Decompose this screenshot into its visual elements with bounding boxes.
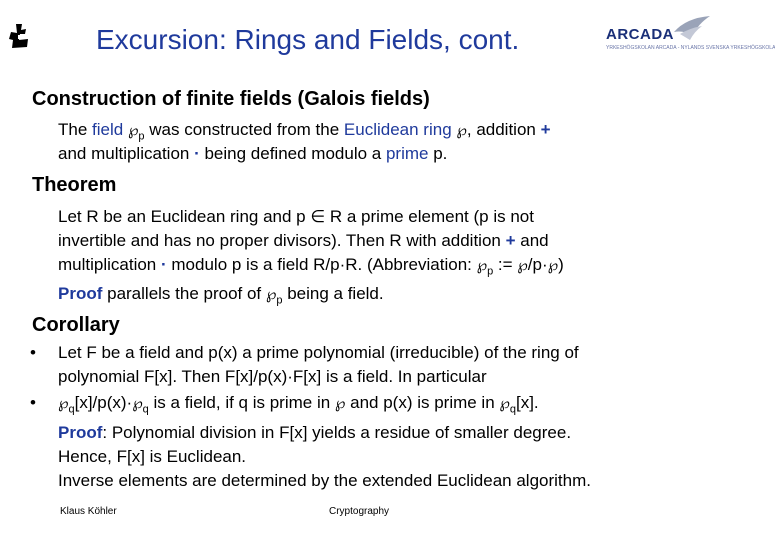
- bullet-marker: •: [30, 393, 36, 412]
- theorem-line-1: Let R be an Euclidean ring and p ∈ R a prime element (p is not: [58, 207, 534, 226]
- logo-tagline: YRKESHÖGSKOLAN ARCADA - NYLANDS SVENSKA YRKESHÖGSKOLA: [606, 45, 775, 51]
- wp-symbol-icon: ℘: [476, 257, 488, 274]
- wp-symbol-icon: ℘: [456, 122, 467, 139]
- corollary-bullet-1-line-1: Let F be a field and p(x) a prime polynomial (irreducible) of the ring of: [58, 343, 579, 362]
- wp-symbol-icon: ℘: [58, 395, 69, 412]
- left-logo-icon: [6, 22, 36, 50]
- wp-symbol-icon: ℘: [547, 257, 559, 274]
- wp-symbol-icon: ℘: [127, 122, 139, 139]
- section-heading-theorem: Theorem: [32, 174, 117, 196]
- construction-line-2: and multiplication · being defined modulo a prime p.: [58, 144, 448, 163]
- logo-wordmark: ARCADA: [606, 26, 674, 43]
- wp-symbol-icon: ℘: [334, 395, 346, 412]
- wp-symbol-icon: ℘: [132, 395, 143, 412]
- theorem-proof-line: Proof parallels the proof of $℘_p$ being a field.: [58, 284, 384, 307]
- corollary-bullet-1-line-2: polynomial F[x]. Then F[x]/p(x)·F[x] is a field. In particular: [58, 367, 487, 386]
- wp-symbol-icon: ℘: [517, 257, 528, 274]
- section-heading-construction: Construction of finite fields (Galois fields): [32, 88, 430, 110]
- theorem-line-2: invertible and has no proper divisors). Then R with addition + and: [58, 231, 549, 250]
- footer-topic: Cryptography: [329, 506, 390, 517]
- corollary-line-inverse: Inverse elements are determined by the extended Euclidean algorithm.: [58, 471, 591, 490]
- wp-symbol-icon: ℘: [265, 286, 277, 303]
- arcada-logo: [604, 14, 775, 56]
- corollary-line-euclidean: Hence, F[x] is Euclidean.: [58, 447, 247, 466]
- section-heading-corollary: Corollary: [32, 314, 120, 336]
- construction-line-1: The field $℘_p$ was constructed from the Euclidean ring ℘, addition +: [58, 120, 551, 143]
- proof-label: Proof: [58, 284, 103, 303]
- bullet-marker: •: [30, 343, 36, 362]
- theorem-line-3: multiplication · modulo p is a field R/p·R. (Abbreviation: $℘_p$ := ℘/p·℘): [58, 255, 564, 278]
- corollary-proof-line: Proof: Polynomial division in F[x] yields a residue of smaller degree.: [58, 423, 572, 442]
- arcada-bird-icon: [672, 14, 712, 44]
- page-title: Excursion: Rings and Fields, cont.: [96, 24, 520, 55]
- corollary-bullet-2: $℘_q[x]/p(x)\cdot℘_q$ is a field, if q is prime in ℘ and p(x) is prime in $℘_q[x]$.: [58, 393, 539, 416]
- proof-label: Proof: [58, 423, 103, 442]
- wp-symbol-icon: ℘: [499, 395, 510, 412]
- footer-author: Klaus Köhler: [60, 506, 117, 517]
